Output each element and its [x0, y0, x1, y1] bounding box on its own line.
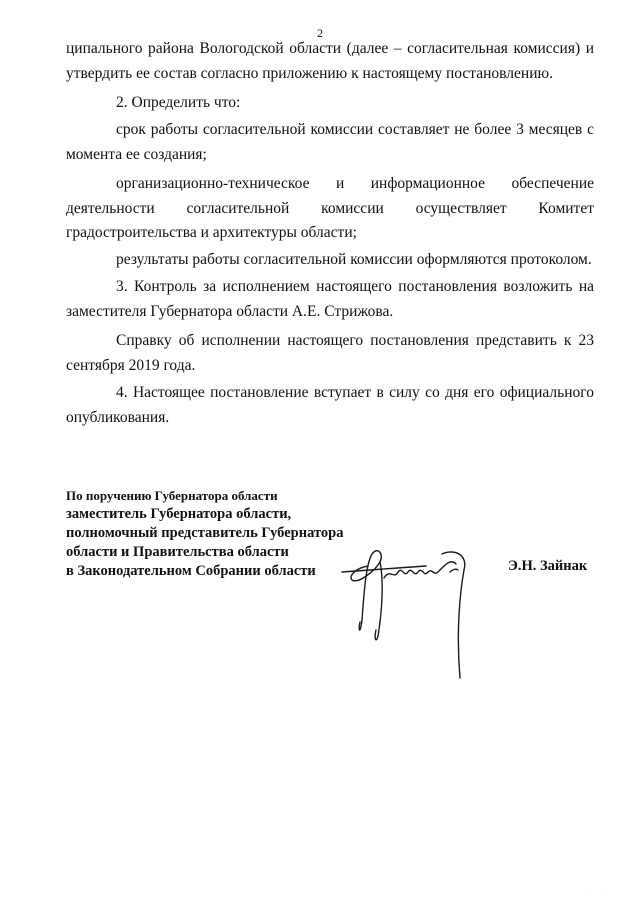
scan-mark: · · ·: [580, 891, 604, 901]
signature-line-on-behalf: По поручению Губернатора области: [66, 488, 278, 503]
signer-name: Э.Н. Зайнак: [508, 558, 588, 574]
signature-line-deputy: заместитель Губернатора области,: [66, 506, 292, 522]
paragraph-term: срок работы согласительной комиссии составляет не более 3 месяцев с момента ее создания;: [66, 121, 594, 163]
paragraph-point-2: 2. Определить что:: [116, 94, 241, 111]
paragraph-commission-continuation: ципального района Вологодской области (далее – согласительная комиссия) и утвердить ее состав согласно приложению к настоящему постановлению.: [66, 40, 594, 82]
handwritten-signature: [338, 532, 488, 692]
signature-line-government: области и Правительства области: [66, 544, 289, 560]
paragraph-point-3: 3. Контроль за исполнением настоящего постановления возложить на заместителя Губернатора области А.Е. Стрижова.: [66, 278, 594, 320]
paragraph-point-4: 4. Настоящее постановление вступает в силу со дня его официального опубликования.: [66, 384, 594, 426]
paragraph-support: организационно-техническое и информационное обеспечение деятельности согласительной комиссии осуществляет Комитет градостроительства и архитектуры области;: [66, 175, 594, 241]
signature-line-assembly: в Законодательном Собрании области: [66, 563, 316, 579]
signature-line-representative: полномочный представитель Губернатора: [66, 525, 344, 541]
paragraph-report: Справку об исполнении настоящего постановления представить к 23 сентября 2019 года.: [66, 332, 594, 374]
page-number: 2: [317, 26, 323, 40]
paragraph-results: результаты работы согласительной комиссии оформляются протоколом.: [116, 251, 592, 268]
